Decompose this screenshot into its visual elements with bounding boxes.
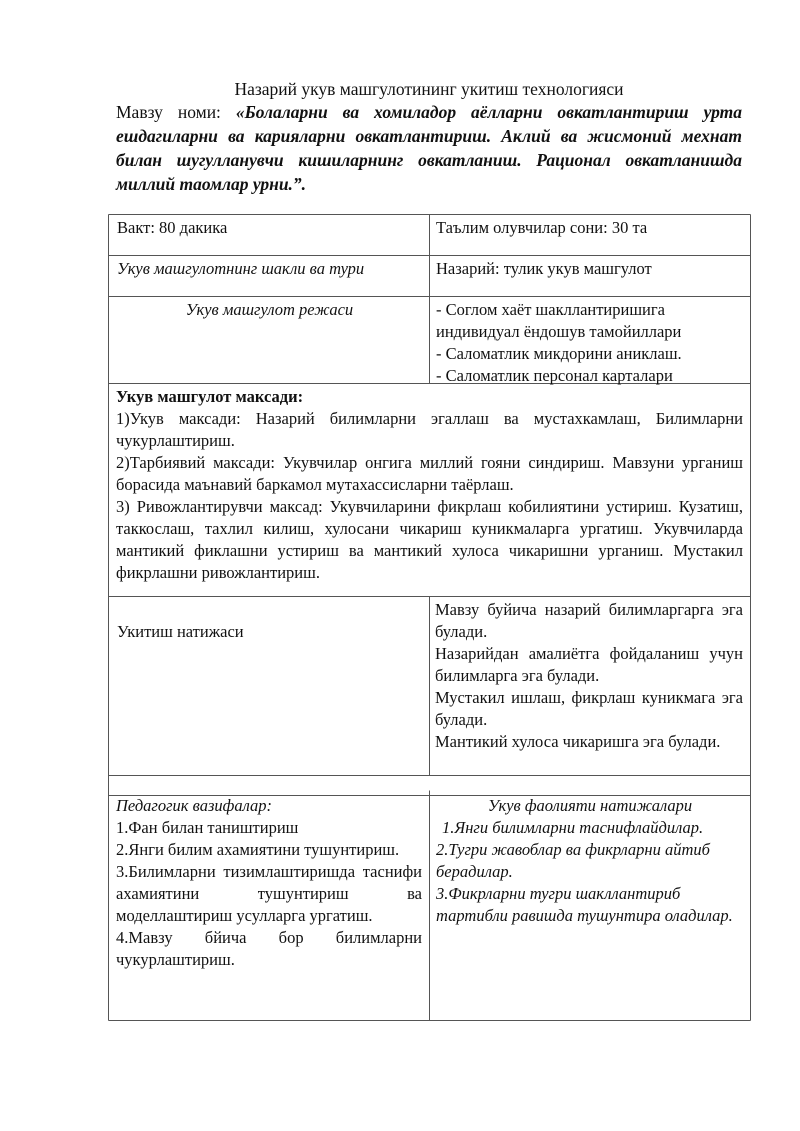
ped-item: 4.Мавзу бйича бор билимларни чукурлаштириш.: [116, 928, 422, 969]
goals-cell: [116, 386, 743, 584]
plan-label-cell: [117, 299, 422, 321]
plan-item: - Саломатлик микдорини аниклаш.: [436, 344, 682, 363]
students-text: Таълим олувчилар сони: 30 та: [436, 218, 648, 237]
goal-item: 2)Тарбиявий максади: Укувчилар онгига миллий гояни синдириш. Мавзуни урганиш борасида маънавий баркамол мутахассисларни таёрлаш.: [116, 453, 743, 494]
activity-item: 3.Фикрларни тугри шакллантириб тартибли равишда тушунтира оладилар.: [436, 884, 733, 925]
form-label: Укув машгулотнинг шакли ва тури: [117, 259, 365, 278]
result-label-cell: [117, 621, 422, 643]
ped-title: Педагогик вазифалар:: [116, 796, 272, 815]
results-cell: [435, 599, 743, 753]
ped-item: 1.Фан билан таништириш: [116, 818, 299, 837]
result-item: Мустакил ишлаш, фикрлаш куникмага эга булади.: [435, 688, 743, 729]
topic-text: «Болаларни ва хомиладор аёлларни овкатлантириш урта ешдагиларни ва карияларни овкатлантириш. Аклий ва жисмоний мехнат билан шугулланувчи кишиларнинг овкатланиш. Рационал овкатланишда миллий таомлар урни.”.: [116, 102, 742, 194]
result-label: Укитиш натижаси: [117, 622, 244, 641]
result-item: Мавзу буйича назарий билимларгарга эга булади.: [435, 600, 743, 641]
form-value-cell: [436, 258, 744, 280]
time-cell: [117, 217, 422, 239]
plan-items-cell: [436, 299, 744, 387]
goal-item: 3) Ривожлантирувчи максад: Укувчиларини фикрлаш кобилиятини устириш. Кузатиш, таккослаш, тахлил килиш, хулосани чикариш куникмаларга ургатиш. Укувчиларда мантикий фиклашни устириш ва мантикий хулоса чикаришни урганиш. Мустакил фикрлашни ривожлантириш.: [116, 497, 743, 582]
goals-title: Укув машгулот максади:: [116, 387, 304, 406]
time-text: Вакт: 80 дакика: [117, 218, 228, 237]
form-label-cell: [117, 258, 422, 280]
plan-item: - Саломатлик персонал карталари: [436, 366, 673, 385]
activity-results-cell: [436, 795, 744, 927]
plan-label: Укув машгулот режаси: [185, 300, 354, 319]
document-heading: Назарий укув машгулотининг укитиш технологияси: [234, 79, 624, 99]
plan-item: - Соглом хаёт шакллантиришига индивидуал ёндошув тамойиллари: [436, 300, 682, 341]
ped-item: 3.Билимларни тизимлаштиришда таснифи ахамиятини тушунтириш ва моделлаштириш усулларга ургатиш.: [116, 862, 422, 925]
form-value: Назарий: тулик укув машгулот: [436, 259, 652, 278]
ped-item: 2.Янги билим ахамиятини тушунтириш.: [116, 840, 400, 859]
ped-tasks-cell: [116, 795, 422, 971]
activity-item: 1.Янги билимларни таснифлайдилар.: [442, 818, 704, 837]
activity-item: 2.Тугри жавоблар ва фикрларни айтиб берадилар.: [436, 840, 710, 881]
goal-item: 1)Укув максади: Назарий билимларни эгаллаш ва мустахкамлаш, Билимларни чукурлаштириш.: [116, 409, 743, 450]
students-cell: [436, 217, 744, 239]
result-item: Назарийдан амалиётга фойдаланиш учун билимларга эга булади.: [435, 644, 743, 685]
result-item: Мантикий хулоса чикаришга эга булади.: [435, 732, 721, 751]
topic-label: Мавзу номи:: [116, 102, 221, 122]
activity-title: Укув фаолияти натижалари: [487, 796, 693, 815]
